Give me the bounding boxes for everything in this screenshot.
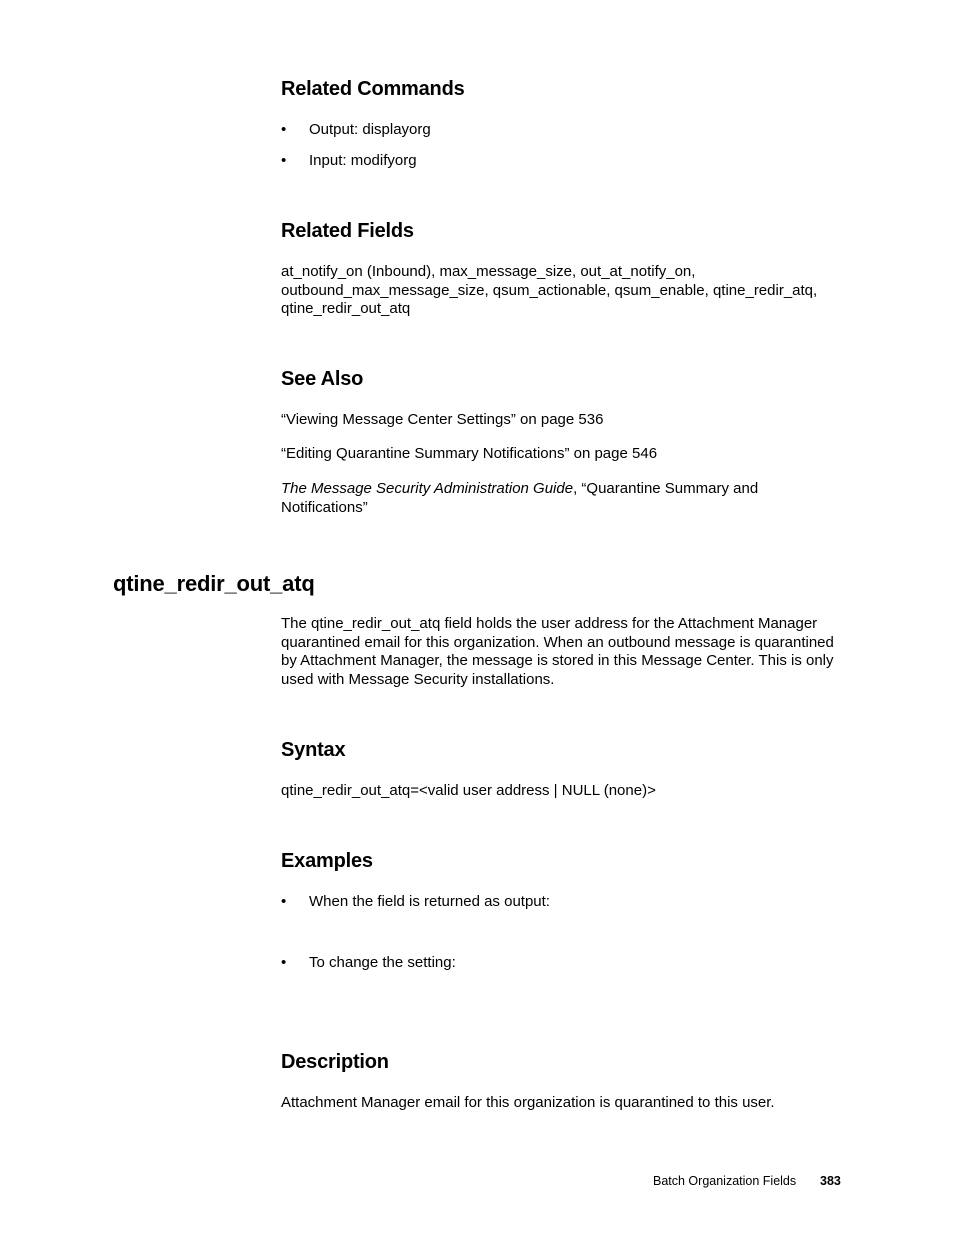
related-command-output: Output: displayorg <box>309 121 431 138</box>
guide-chapter: , “Quarantine Summary and Notifications” <box>281 480 759 516</box>
related-command-input: Input: modifyorg <box>309 152 417 169</box>
see-also-link-viewing-message-center[interactable]: “Viewing Message Center Settings” on page 536 <box>281 411 604 428</box>
bullet: • <box>281 893 287 910</box>
related-commands-heading: Related Commands <box>281 78 465 100</box>
syntax-text: qtine_redir_out_atq=<valid user address | NULL (none)> <box>281 782 656 799</box>
see-also-guide-reference <box>281 480 846 517</box>
bullet: • <box>281 121 287 138</box>
bullet: • <box>281 152 287 169</box>
syntax-heading: Syntax <box>281 739 346 761</box>
footer-chapter: Batch Organization Fields <box>653 1174 797 1188</box>
guide-title: The Message Security Administration Guide <box>281 480 574 497</box>
field-intro: The qtine_redir_out_atq field holds the user address for the Attachment Manager quarantined email for this organization. When an outbound message is quarantined by Attachment Manager, the message is stored in this Message Center. This is only used with Message Security installations. <box>281 615 834 688</box>
related-fields-heading: Related Fields <box>281 220 414 242</box>
see-also-heading: See Also <box>281 368 364 390</box>
example-change-setting: To change the setting: <box>309 954 456 971</box>
bullet: • <box>281 954 287 971</box>
description-heading: Description <box>281 1051 389 1073</box>
page-number: 383 <box>820 1174 841 1188</box>
see-also-link-editing-quarantine-summary[interactable]: “Editing Quarantine Summary Notifications” on page 546 <box>281 445 658 462</box>
example-output: When the field is returned as output: <box>309 893 550 910</box>
field-heading: qtine_redir_out_atq <box>113 571 315 596</box>
related-fields-text: at_notify_on (Inbound), max_message_size, out_at_notify_on, outbound_max_message_size, qsum_actionable, qsum_enable, qtine_redir_atq, qtine_redir_out_atq <box>281 263 818 317</box>
examples-heading: Examples <box>281 850 373 872</box>
description-text: Attachment Manager email for this organization is quarantined to this user. <box>281 1094 775 1111</box>
